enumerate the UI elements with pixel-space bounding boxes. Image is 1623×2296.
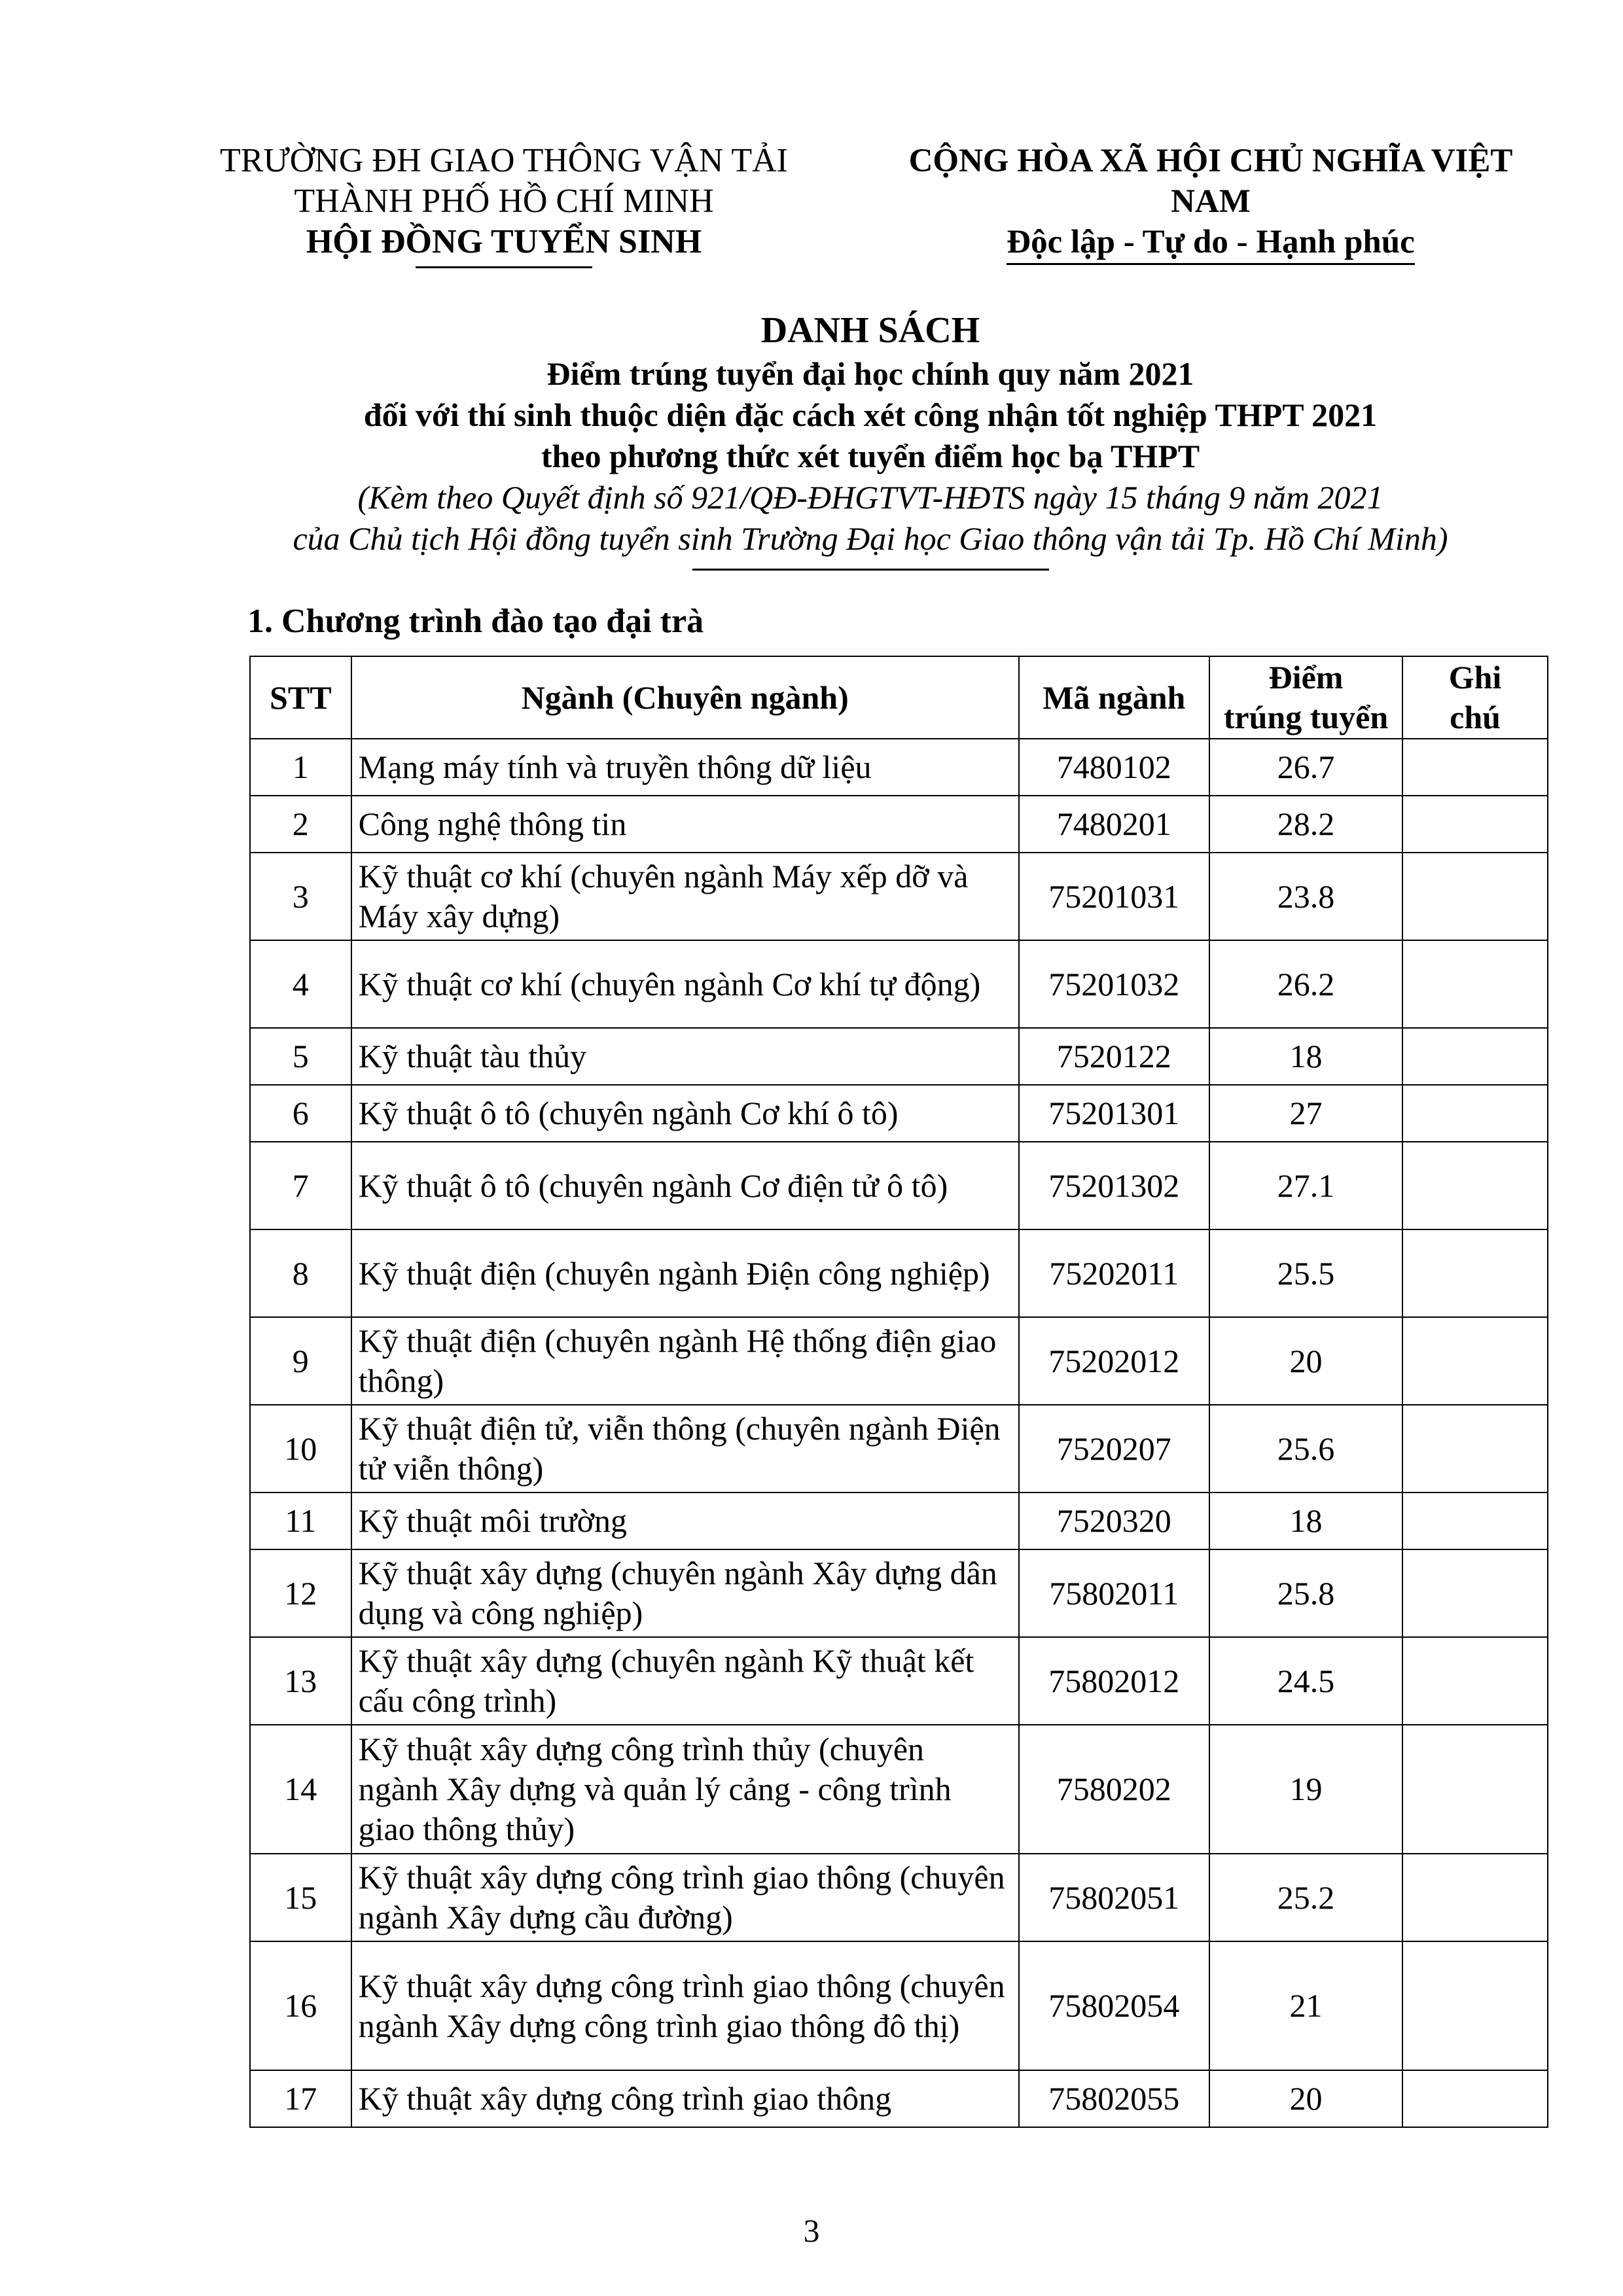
cell-code: 75201302	[1019, 1142, 1209, 1229]
cell-major: Kỹ thuật cơ khí (chuyên ngành Máy xếp dỡ và Máy xây dựng)	[351, 853, 1019, 940]
cell-score: 21	[1209, 1941, 1402, 2070]
table-row	[250, 1142, 1548, 1229]
cell-note	[1402, 1142, 1548, 1229]
header-score	[1209, 656, 1402, 739]
cell-stt: 9	[250, 1317, 351, 1405]
cell-code: 7480201	[1019, 796, 1209, 853]
cell-major: Kỹ thuật xây dựng công trình giao thông (chuyên ngành Xây dựng công trình giao thông đô thị)	[351, 1941, 1019, 2070]
cell-score: 26.7	[1209, 739, 1402, 796]
header-major-code: Mã ngành	[1019, 656, 1209, 739]
cell-major: Kỹ thuật điện tử, viễn thông (chuyên ngành Điện tử viễn thông)	[351, 1405, 1019, 1492]
cell-code: 7520320	[1019, 1492, 1209, 1549]
cell-code: 7520207	[1019, 1405, 1209, 1492]
university-name: TRƯỜNG ĐH GIAO THÔNG VẬN TẢI	[220, 142, 788, 179]
issuer-header	[209, 141, 798, 268]
cell-code: 75802011	[1019, 1549, 1209, 1637]
issuer-underline	[416, 266, 592, 268]
cell-note	[1402, 1941, 1548, 2070]
cell-stt: 3	[250, 853, 351, 940]
cell-major: Kỹ thuật tàu thủy	[351, 1028, 1019, 1085]
cell-stt: 11	[250, 1492, 351, 1549]
cell-code: 75802012	[1019, 1637, 1209, 1725]
cell-code: 75802054	[1019, 1941, 1209, 2070]
cell-score: 19	[1209, 1725, 1402, 1854]
decision-reference-line-1: (Kèm theo Quyết định số 921/QĐ-ĐHGTVT-HĐTS ngày 15 tháng 9 năm 2021	[357, 479, 1383, 516]
table-row	[250, 1941, 1548, 2070]
cell-stt: 12	[250, 1549, 351, 1637]
page-number: 3	[803, 2212, 820, 2249]
cell-code: 7480102	[1019, 739, 1209, 796]
cell-major: Kỹ thuật cơ khí (chuyên ngành Cơ khí tự động)	[351, 940, 1019, 1028]
cell-note	[1402, 1725, 1548, 1854]
header-major: Ngành (Chuyên ngành)	[351, 656, 1019, 739]
cell-score: 18	[1209, 1028, 1402, 1085]
cell-note	[1402, 1085, 1548, 1142]
header-note-line-1: Ghi	[1448, 659, 1502, 696]
cell-major: Kỹ thuật xây dựng (chuyên ngành Kỹ thuật kết cấu công trình)	[351, 1637, 1019, 1725]
cell-major: Mạng máy tính và truyền thông dữ liệu	[351, 739, 1019, 796]
table-row	[250, 1229, 1548, 1317]
cell-code: 75802055	[1019, 2070, 1209, 2127]
cell-major: Công nghệ thông tin	[351, 796, 1019, 853]
cell-note	[1402, 1229, 1548, 1317]
table-row	[250, 796, 1548, 853]
decision-reference-line-2: của Chủ tịch Hội đồng tuyển sinh Trường Đại học Giao thông vận tải Tp. Hồ Chí Minh)	[293, 520, 1448, 557]
cell-stt: 2	[250, 796, 351, 853]
cell-major: Kỹ thuật điện (chuyên ngành Hệ thống điện giao thông)	[351, 1317, 1019, 1405]
cell-score: 24.5	[1209, 1637, 1402, 1725]
table-row	[250, 1317, 1548, 1405]
cell-score: 27	[1209, 1085, 1402, 1142]
cell-stt: 15	[250, 1854, 351, 1941]
table-row	[250, 1028, 1548, 1085]
cell-stt: 13	[250, 1637, 351, 1725]
cell-stt: 10	[250, 1405, 351, 1492]
header-score-line-2: trúng tuyển	[1223, 699, 1389, 735]
cell-major: Kỹ thuật xây dựng (chuyên ngành Xây dựng dân dụng và công nghiệp)	[351, 1549, 1019, 1637]
admission-scores-table	[249, 656, 1548, 2128]
cell-stt: 8	[250, 1229, 351, 1317]
cell-code: 7520122	[1019, 1028, 1209, 1085]
section-heading: 1. Chương trình đào tạo đại trà	[247, 603, 704, 640]
table-row	[250, 1405, 1548, 1492]
table-row	[250, 940, 1548, 1028]
table-row	[250, 1549, 1548, 1637]
council-name: HỘI ĐỒNG TUYỂN SINH	[306, 223, 702, 260]
cell-code: 75201031	[1019, 853, 1209, 940]
cell-major: Kỹ thuật xây dựng công trình giao thông	[351, 2070, 1019, 2127]
cell-score: 27.1	[1209, 1142, 1402, 1229]
cell-stt: 14	[250, 1725, 351, 1854]
cell-score: 25.2	[1209, 1854, 1402, 1941]
document-title: DANH SÁCH	[760, 310, 980, 351]
cell-major: Kỹ thuật xây dựng công trình giao thông (chuyên ngành Xây dựng cầu đường)	[351, 1854, 1019, 1941]
cell-note	[1402, 1028, 1548, 1085]
header-note	[1402, 656, 1548, 739]
cell-stt: 17	[250, 2070, 351, 2127]
cell-note	[1402, 2070, 1548, 2127]
national-motto: Độc lập - Tự do - Hạnh phúc	[1007, 222, 1414, 265]
city-name: THÀNH PHỐ HỒ CHÍ MINH	[294, 183, 714, 220]
cell-code: 7580202	[1019, 1725, 1209, 1854]
cell-score: 25.8	[1209, 1549, 1402, 1637]
cell-note	[1402, 739, 1548, 796]
table-row	[250, 1854, 1548, 1941]
table-row	[250, 853, 1548, 940]
subtitle-line-2: đối với thí sinh thuộc diện đặc cách xét công nhận tốt nghiệp THPT 2021	[363, 397, 1378, 433]
cell-note	[1402, 1549, 1548, 1637]
cell-score: 26.2	[1209, 940, 1402, 1028]
cell-major: Kỹ thuật ô tô (chuyên ngành Cơ điện tử ô tô)	[351, 1142, 1019, 1229]
cell-stt: 5	[250, 1028, 351, 1085]
cell-score: 28.2	[1209, 796, 1402, 853]
header-stt: STT	[250, 656, 351, 739]
table-row	[250, 1492, 1548, 1549]
subtitle-line-3: theo phương thức xét tuyển điểm học bạ THPT	[541, 438, 1200, 474]
cell-score: 20	[1209, 2070, 1402, 2127]
cell-major: Kỹ thuật điện (chuyên ngành Điện công nghiệp)	[351, 1229, 1019, 1317]
cell-note	[1402, 1317, 1548, 1405]
table-row	[250, 1637, 1548, 1725]
cell-score: 18	[1209, 1492, 1402, 1549]
cell-score: 23.8	[1209, 853, 1402, 940]
country-name: CỘNG HÒA XÃ HỘI CHỦ NGHĨA VIỆT NAM	[908, 143, 1513, 220]
cell-score: 20	[1209, 1317, 1402, 1405]
cell-stt: 16	[250, 1941, 351, 2070]
header-score-line-1: Điểm	[1268, 659, 1344, 696]
cell-stt: 4	[250, 940, 351, 1028]
cell-score: 25.5	[1209, 1229, 1402, 1317]
subtitle-line-1: Điểm trúng tuyển đại học chính quy năm 2021	[546, 355, 1194, 392]
cell-major: Kỹ thuật môi trường	[351, 1492, 1019, 1549]
header-note-line-2: chú	[1450, 699, 1501, 735]
cell-note	[1402, 796, 1548, 853]
cell-major: Kỹ thuật xây dựng công trình thủy (chuyên ngành Xây dựng và quản lý cảng - công trình giao thông thủy)	[351, 1725, 1019, 1854]
cell-score: 25.6	[1209, 1405, 1402, 1492]
cell-code: 75201032	[1019, 940, 1209, 1028]
cell-code: 75201301	[1019, 1085, 1209, 1142]
title-underline	[692, 569, 1049, 571]
cell-note	[1402, 1492, 1548, 1549]
table-row	[250, 739, 1548, 796]
cell-stt: 7	[250, 1142, 351, 1229]
national-header	[877, 141, 1544, 265]
cell-note	[1402, 853, 1548, 940]
cell-stt: 6	[250, 1085, 351, 1142]
cell-note	[1402, 940, 1548, 1028]
cell-note	[1402, 1854, 1548, 1941]
table-header-row	[250, 656, 1548, 739]
table-row	[250, 2070, 1548, 2127]
cell-code: 75802051	[1019, 1854, 1209, 1941]
cell-major: Kỹ thuật ô tô (chuyên ngành Cơ khí ô tô)	[351, 1085, 1019, 1142]
cell-note	[1402, 1405, 1548, 1492]
table-row	[250, 1085, 1548, 1142]
cell-stt: 1	[250, 739, 351, 796]
cell-code: 75202012	[1019, 1317, 1209, 1405]
document-title-block	[157, 308, 1584, 571]
cell-note	[1402, 1637, 1548, 1725]
cell-code: 75202011	[1019, 1229, 1209, 1317]
table-row	[250, 1725, 1548, 1854]
